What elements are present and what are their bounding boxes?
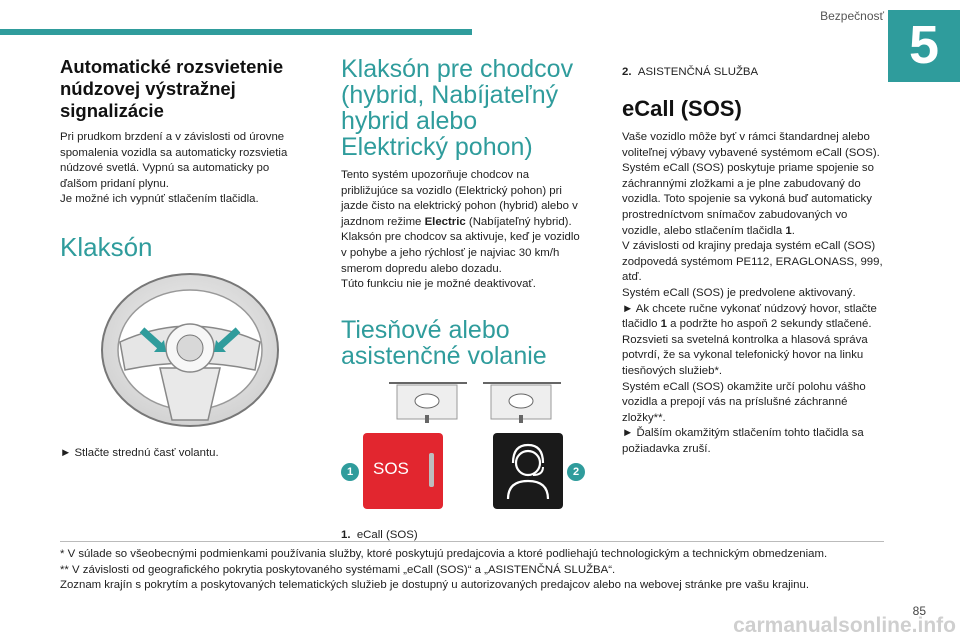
column-3 [622, 56, 884, 457]
watermark: carmanualsonline.info [733, 614, 956, 637]
ecall-figure [341, 379, 583, 519]
section-name: Bezpečnosť [820, 9, 884, 23]
footnote-2: ** V závislosti od geografického pokrytia poskytovaného systémami „eCall (SOS)“ a „ASISTENČNÁ SLUŽBA“. [60, 563, 616, 576]
ceiling-console-left-icon [387, 379, 469, 425]
sos-button[interactable] [363, 433, 443, 509]
footnote-1: * V súlade so všeobecnými podmienkami používania služby, ktoré poskytujú predajcovia a ktoré podliehajú technologickým a technickým obmedzeniam. [60, 548, 828, 560]
assistance-button[interactable] [493, 433, 563, 509]
horn-instruction: ► Stlačte strednú časť volantu. [60, 446, 219, 459]
assistance-headset-icon [493, 433, 563, 509]
figure-caption-2: 2. ASISTENČNÁ SLUŽBA [622, 66, 759, 78]
steering-wheel-illustration [90, 270, 290, 434]
ceiling-console-right-icon [481, 379, 563, 425]
footnote-divider [60, 541, 884, 542]
column-1 [60, 56, 300, 462]
top-accent-bar [0, 29, 472, 35]
callout-badge-2: 2 [567, 463, 585, 481]
heading-horn: Klaksón [60, 231, 153, 262]
heading-emergency-call: Tiesňové alebo asistenčné volanie [341, 315, 547, 370]
heading-ecall: eCall (SOS) [622, 96, 742, 121]
page-number: 85 [912, 604, 926, 618]
chapter-number: 5 [888, 10, 960, 82]
heading-auto-hazard: Automatické rozsvietenie núdzovej výstražnej signalizácie [60, 56, 284, 121]
footnotes [60, 547, 890, 594]
auto-hazard-text: Pri prudkom brzdení a v závislosti od úrovne spomalenia vozidla sa automaticky rozsvietia núdzové svetlá. Vypnú sa automaticky po ďalšom pridaní plynu. Je možné ich vypnúť stlačením tlačidla. [60, 131, 288, 206]
column-2 [341, 56, 583, 541]
callout-badge-1: 1 [341, 463, 359, 481]
sos-indicator-led [429, 453, 434, 487]
figure-caption-1: 1. eCall (SOS) [341, 528, 418, 541]
sos-label: SOS [373, 458, 409, 478]
footnote-3: Zoznam krajín s pokrytím a poskytovaných telematických služieb je dostupný u autorizovaných predajcov alebo na webovej stránke pre vašu krajinu. [60, 579, 809, 592]
ecall-text: Vaše vozidlo môže byť v rámci štandardnej alebo voliteľnej výbavy vybavené systémom eCall (SOS). Systém eCall (SOS) poskytuje priame spojenie so záchrannými zložkami a je plne zabudovaný do vozidla. Toto spojenie sa vykoná buď automaticky prostredníctvom snímačov zabudovaných vo vozidle, alebo stlačením tlačidla 1. V závislosti od krajiny predaja systém eCall (SOS) zodpovedá systémom PE112, ERAGLONASS, 999, atď. Systém eCall (SOS) je predvolene aktivovaný. ► Ak chcete ručne vykonať núdzový hovor, stlačte tlačidlo 1 a podržte ho aspoň 2 sekundy stlačené. Rozsvieti sa svetelná kontrolka a hlasová správa potvrdí, že sa vykonal telefonický hovor na linku tiesňových služieb*. Systém eCall (SOS) okamžite určí polohu vášho vozidla a prepojí vás na príslušné záchranné zložky**. ► Ďalším okamžitým stlačením tohto tlačidla sa požiadavka zruší. [622, 131, 883, 455]
pedestrian-horn-text: Tento systém upozorňuje chodcov na približujúce sa vozidlo (Elektrický pohon) pri jazde čisto na elektrický pohon (hybrid) alebo v jazdnom režime Electric (Nabíjateľný hybrid). Klaksón pre chodcov sa aktivuje, keď je vozidlo v pohybe a jeho rýchlosť je najviac 30 km/h smerom dopredu alebo dozadu. Túto funkciu nie je možné deaktivovať. [341, 169, 580, 291]
heading-pedestrian-horn: Klaksón pre chodcov (hybrid, Nabíjateľný hybrid alebo Elektrický pohon) [341, 55, 574, 161]
